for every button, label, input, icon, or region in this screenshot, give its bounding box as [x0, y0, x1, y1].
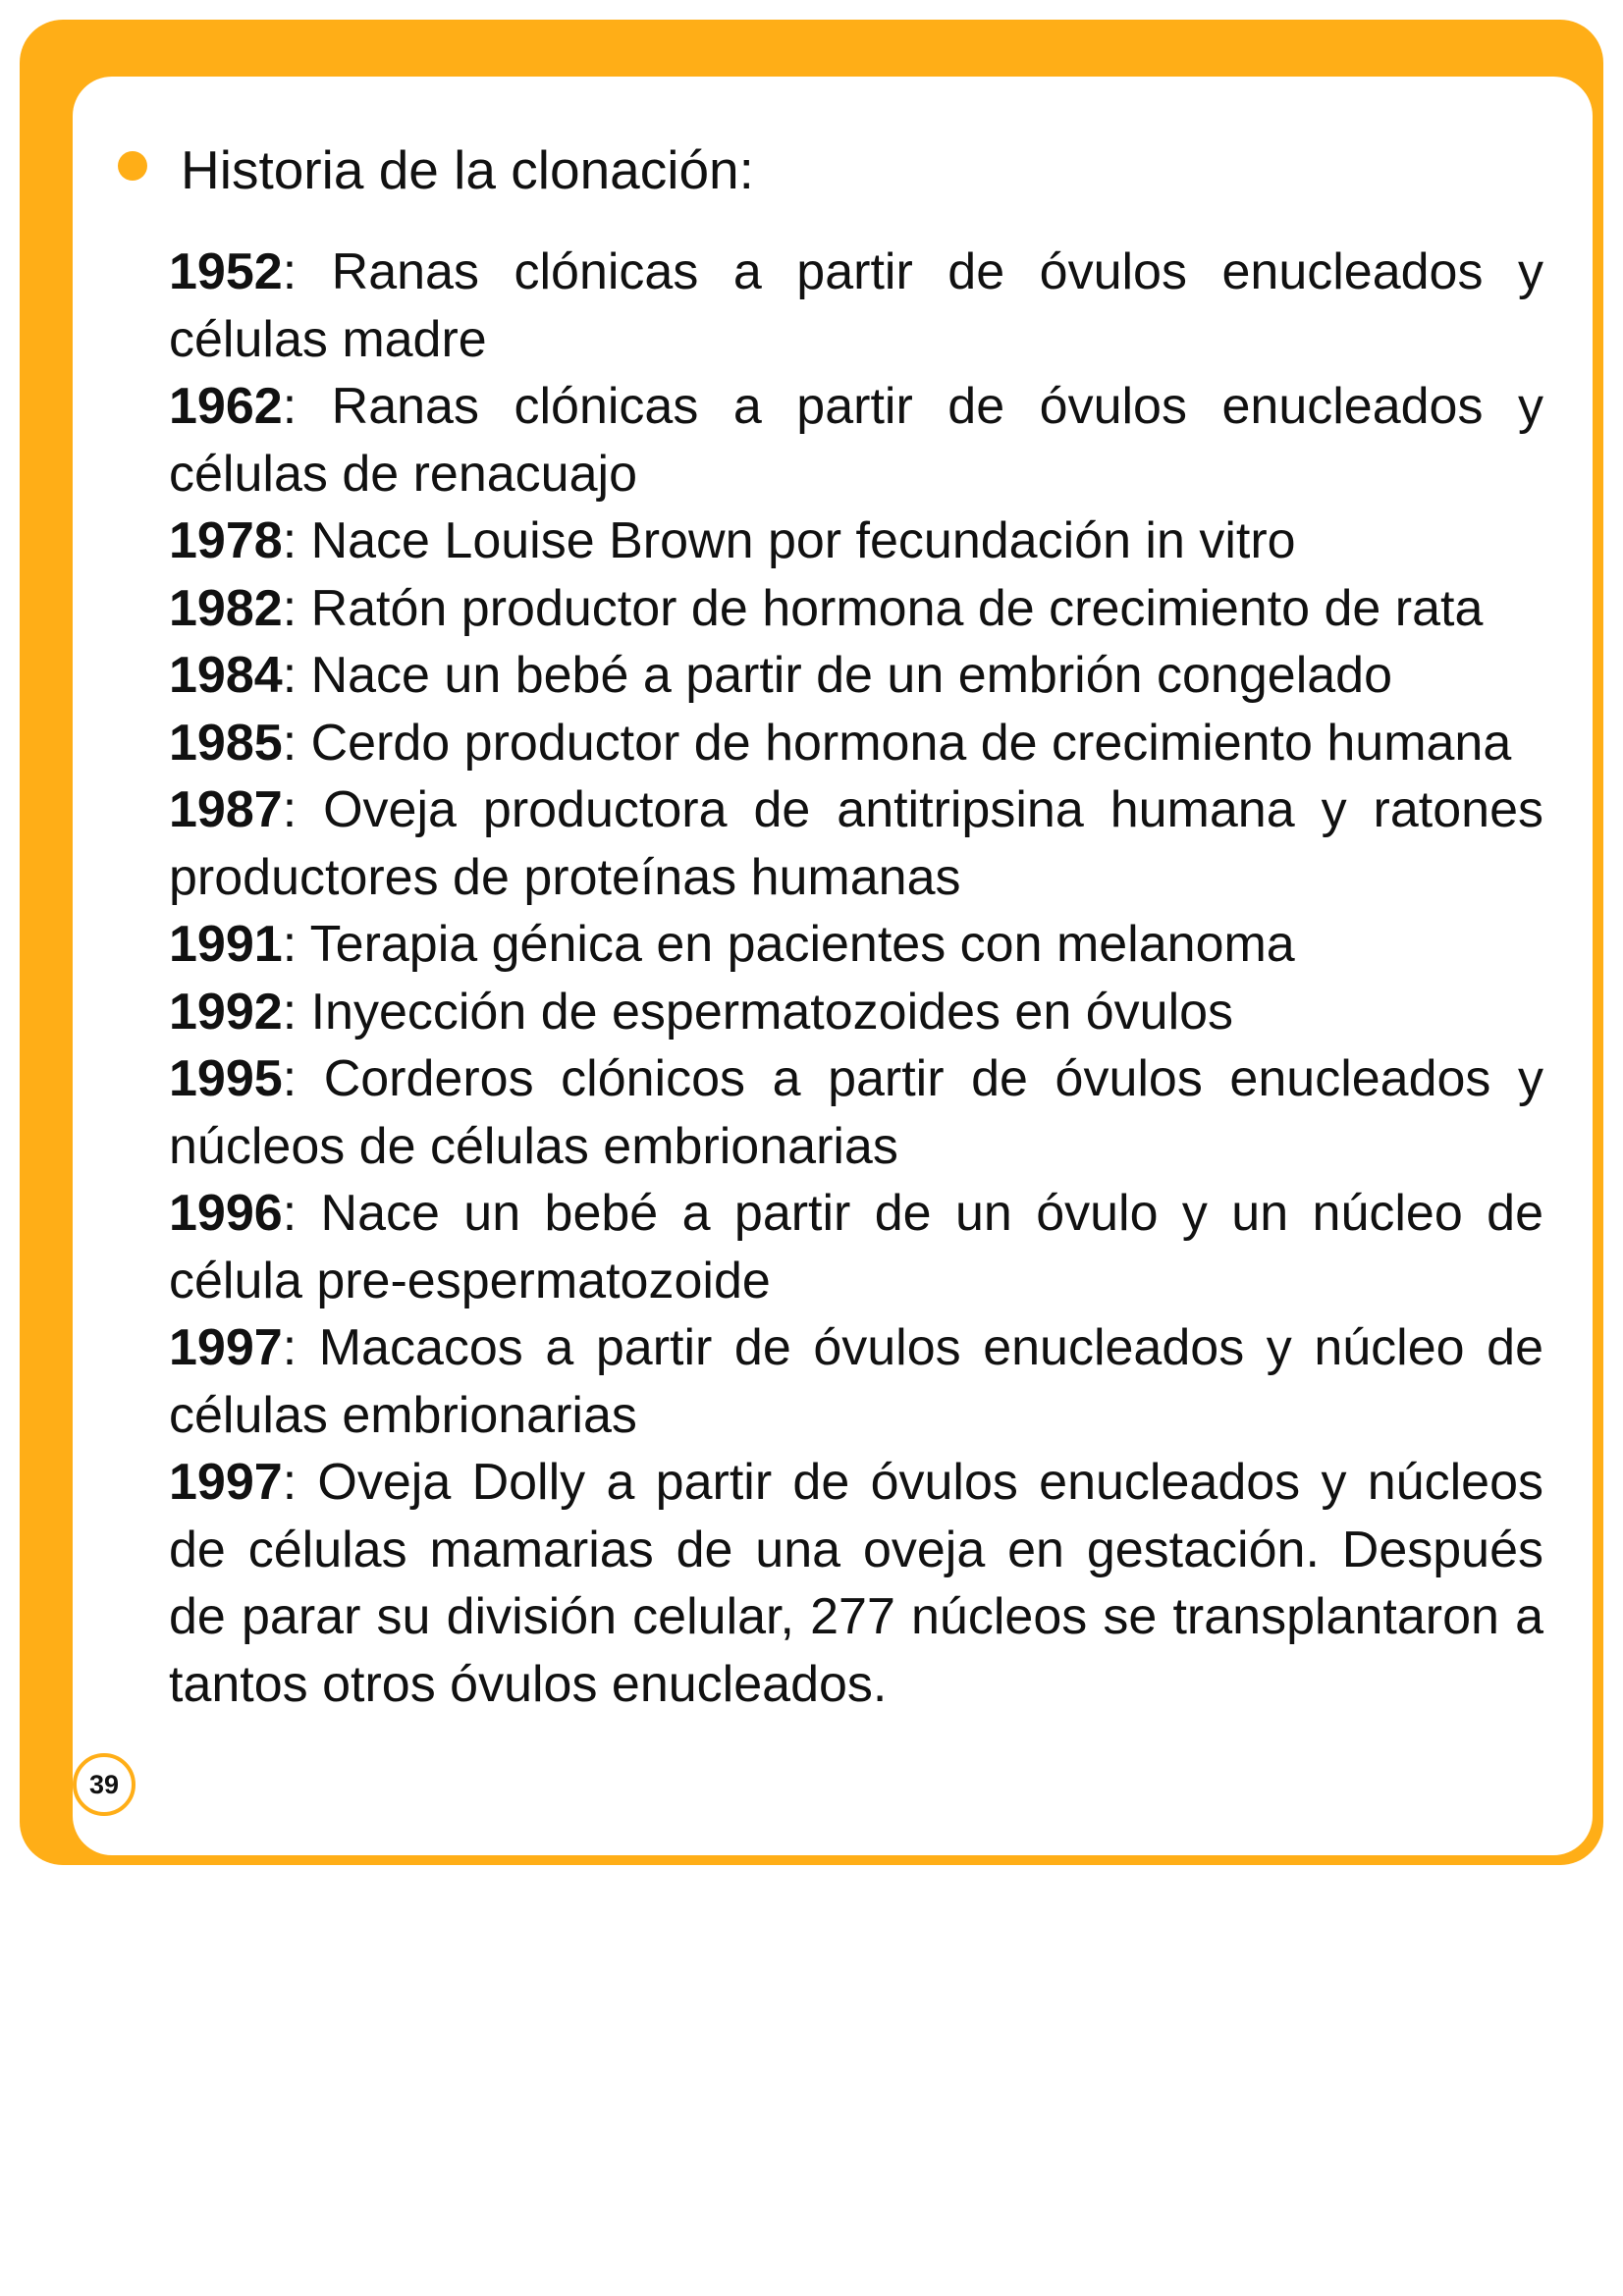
entry-year: 1987 — [169, 781, 283, 838]
page-number: 39 — [88, 1769, 120, 1799]
timeline-entry — [169, 1314, 1543, 1449]
entry-text: : Ratón productor de hormona de crecimiento de rata — [282, 579, 1484, 637]
entry-year: 1978 — [169, 512, 283, 569]
timeline-entry — [169, 239, 1543, 373]
entry-text: : Terapia génica en pacientes con melanoma — [282, 916, 1295, 973]
timeline-entry — [169, 979, 1543, 1046]
timeline-entry — [169, 1045, 1543, 1180]
bullet-dot-icon — [118, 151, 147, 181]
entry-year: 1991 — [169, 916, 283, 973]
timeline-entry — [169, 1180, 1543, 1314]
entry-text: : Oveja productora de antitripsina humana y ratones productores de proteínas humanas — [169, 781, 1543, 906]
entry-year: 1982 — [169, 579, 283, 637]
entry-text: : Nace un bebé a partir de un óvulo y un núcleo de célula pre-espermatozoide — [169, 1185, 1543, 1309]
timeline-entry — [169, 642, 1543, 710]
entry-text: : Macacos a partir de óvulos enucleados y núcleo de células embrionarias — [169, 1319, 1543, 1444]
entry-year: 1996 — [169, 1185, 283, 1242]
entry-year: 1997 — [169, 1454, 283, 1511]
entry-year: 1962 — [169, 378, 283, 435]
entry-year: 1997 — [169, 1319, 283, 1376]
timeline-entry — [169, 507, 1543, 575]
entry-text: : Inyección de espermatozoides en óvulos — [282, 983, 1234, 1041]
entry-text: : Ranas clónicas a partir de óvulos enucleados y células madre — [169, 243, 1543, 368]
entry-text: : Nace un bebé a partir de un embrión congelado — [282, 647, 1393, 704]
entry-text: : Corderos clónicos a partir de óvulos enucleados y núcleos de células embrionarias — [169, 1050, 1543, 1175]
timeline-list — [169, 239, 1543, 1718]
timeline-entry — [169, 1449, 1543, 1718]
entry-year: 1985 — [169, 714, 283, 772]
section-heading: Historia de la clonación: — [181, 139, 754, 200]
entry-year: 1984 — [169, 647, 283, 704]
timeline-entry — [169, 575, 1543, 643]
entry-text: : Ranas clónicas a partir de óvulos enucleados y células de renacuajo — [169, 378, 1543, 503]
entry-text: : Cerdo productor de hormona de crecimiento humana — [282, 714, 1512, 772]
entry-text: : Nace Louise Brown por fecundación in vitro — [282, 512, 1296, 569]
entry-year: 1952 — [169, 243, 283, 300]
timeline-entry — [169, 911, 1543, 979]
page-number-badge — [73, 1753, 135, 1816]
timeline-entry — [169, 373, 1543, 507]
timeline-entry — [169, 710, 1543, 777]
entry-year: 1995 — [169, 1050, 283, 1107]
entry-text: : Oveja Dolly a partir de óvulos enucleados y núcleos de células mamarias de una oveja en gestación. Después de parar su división celular, 277 núcleos se transplantaron a tantos otros óvulos enucleados. — [169, 1454, 1543, 1713]
timeline-entry — [169, 776, 1543, 911]
entry-year: 1992 — [169, 983, 283, 1041]
